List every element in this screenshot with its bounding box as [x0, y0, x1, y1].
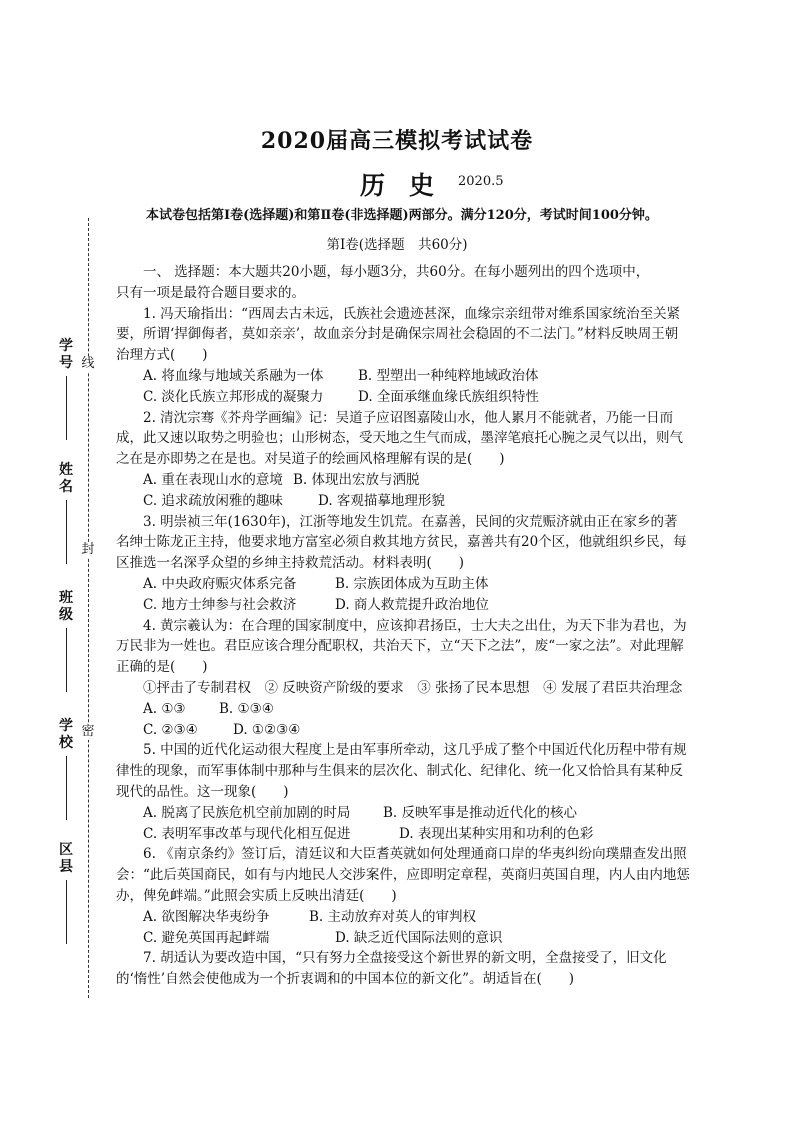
binding-dashed-line [88, 218, 89, 998]
field-district [58, 842, 74, 944]
question-4-stem: 4. 黄宗羲认为：在合理的国家制度中，应该抑君扬臣，士大夫之出仕，为天下非为君也，为万民非为一姓也。君臣应该合理分配职权，共治天下，立“天下之法”，废“一家之法”。对此理解正确的是( ) [116, 617, 687, 676]
section-title: 第Ⅰ卷(选择题 共60分) [326, 237, 468, 253]
question-5-options-row-1 [116, 803, 691, 824]
question-6-option-d[interactable]: D. 缺乏近代国际法则的意识 [335, 929, 503, 946]
subject-name: 历史 [360, 171, 459, 200]
question-3-option-a[interactable]: A. 中央政府赈灾体系完备 [143, 575, 297, 592]
field-label-district: 区县 [59, 842, 73, 875]
question-5-options-row-2 [116, 824, 691, 845]
question-4-option-d[interactable]: D. ①②③④ [233, 721, 301, 738]
question-1-options-row-2 [116, 387, 691, 408]
question-4-options-row-2 [116, 720, 691, 741]
question-1-option-b[interactable]: B. 型塑出一种纯粹地域政治体 [358, 367, 539, 384]
question-4-option-b[interactable]: B. ①③④ [219, 700, 274, 717]
field-label-class: 班级 [59, 590, 73, 623]
exam-title: 2020届高三模拟考试试卷 [260, 128, 534, 154]
question-6-option-c[interactable]: C. 避免英国再起衅端 [143, 929, 270, 946]
question-5-option-b[interactable]: B. 反映军事是推动近代化的核心 [383, 804, 578, 821]
question-1-options-row-1 [116, 366, 691, 387]
field-blank-class[interactable] [66, 628, 67, 692]
question-2-option-b[interactable]: B. 体现出宏放与洒脱 [293, 471, 420, 488]
question-2-stem: 2. 清沈宗骞《芥舟学画编》记：吴道子应诏图嘉陵山水，他人累月不能就者，乃能一日而成，此又速以取势之明验也；山形树态，受天地之生气而成，墨滓笔痕托心腕之灵气以出，则气之在是亦即势之在是也。对吴道子的绘画风格理解有误的是( ) [116, 409, 683, 468]
question-3-option-d[interactable]: D. 商人救荒提升政治地位 [335, 596, 489, 613]
field-blank-district[interactable] [66, 880, 67, 944]
field-name [58, 462, 74, 564]
question-6-stem: 6. 《南京条约》签订后，清廷议和大臣耆英就如何处理通商口岸的华夷纠纷向璞鼎查发出照会：“此后英国商民，如有与内地民人交涉案件，应即明定章程，英商归英国自理，内人由内地惩办，俾免衅端。”此照会实质上反映出清廷( ) [116, 846, 690, 904]
field-school [58, 718, 74, 820]
field-blank-name[interactable] [66, 500, 67, 564]
question-4-option-c[interactable]: C. ②③④ [143, 721, 198, 738]
field-class [58, 590, 74, 692]
field-label-school: 学校 [59, 718, 73, 751]
question-4-statements: ①抨击了专制君权 ② 反映资产阶级的要求 ③ 张扬了民本思想 ④ 发展了君臣共治理念 [143, 679, 683, 696]
question-1-stem: 1. 冯天瑜指出：“西周去古未远，氏族社会遗迹甚深，血缘宗亲纽带对维系国家统治至关紧要，所谓‘捍御侮者，莫如亲亲’，故血亲分封是确保宗周社会稳固的不二法门。”材料反映周王朝治理方式( ) [116, 305, 681, 364]
question-4-option-a[interactable]: A. ①③ [143, 700, 186, 717]
question-3-option-b[interactable]: B. 宗族团体成为互助主体 [335, 575, 489, 592]
field-label-name: 姓名 [59, 462, 73, 495]
question-2-options-row-1 [116, 470, 691, 491]
field-blank-student-number[interactable] [66, 376, 67, 440]
instructions-line-2: 只有一项是最符合题目要求的。 [116, 284, 305, 301]
question-2-option-c[interactable]: C. 追求疏放闲雅的趣味 [143, 492, 283, 509]
exam-note: 本试卷包括第Ⅰ卷(选择题)和第Ⅱ卷(非选择题)两部分。满分120分，考试时间100分钟。 [146, 208, 658, 223]
question-5-option-d[interactable]: D. 表现出某种实用和功利的色彩 [399, 825, 594, 842]
question-3-options-row-2 [116, 595, 691, 616]
question-5-option-c[interactable]: C. 表明军事改革与现代化相互促进 [143, 825, 351, 842]
question-3-option-c[interactable]: C. 地方士绅参与社会救济 [143, 596, 297, 613]
question-2-options-row-2 [116, 491, 691, 512]
question-4-options-row-1 [116, 699, 691, 720]
question-2-option-d[interactable]: D. 客观描摹地理形貌 [318, 492, 445, 509]
binding-word-mi: 密 [81, 724, 95, 739]
question-6-options-row-1 [116, 907, 691, 928]
question-5-stem: 5. 中国的近代化运动很大程度上是由军事所牵动，这几乎成了整个中国近代化历程中带有规律性的现象，而军事体制中那种与生俱来的层次化、制式化、纪律化、统一化又恰恰具有某种反现代的品性。这一现象( ) [116, 742, 687, 800]
question-1-option-a[interactable]: A. 将血缘与地域关系融为一体 [143, 367, 324, 384]
question-6-option-b[interactable]: B. 主动放弃对英人的审判权 [309, 908, 477, 925]
question-1-option-d[interactable]: D. 全面承继血缘氏族组织特性 [358, 388, 539, 405]
instructions-line-1: 一、 选择题：本大题共20小题，每小题3分，共60分。在每小题列出的四个选项中， [143, 264, 650, 280]
question-6-options-row-2 [116, 928, 691, 949]
question-7-stem: 7. 胡适认为要改造中国，“只有努力全盘接受这个新世界的新文明，全盘接受了，旧文化的‘惰性’自然会使他成为一个折衷调和的中国本位的新文化”。胡适旨在( ) [116, 950, 667, 988]
question-5-option-a[interactable]: A. 脱离了民族危机空前加剧的时局 [143, 804, 351, 821]
question-2-option-a[interactable]: A. 重在表现山水的意境 [143, 471, 283, 488]
question-body [116, 262, 691, 990]
question-3-stem: 3. 明崇祯三年(1630年)，江浙等地发生饥荒。在嘉善，民间的灾荒赈济就由正在家乡的著名绅士陈龙正主持，他要求地方富室必须自救其地方贫民，嘉善共有20个区，他就组织乡民，每区推选一名深孚众望的乡绅主持救荒活动。材料表明( ) [116, 513, 687, 572]
field-student-number [58, 338, 74, 440]
binding-word-xian: 线 [81, 356, 95, 371]
question-1-option-c[interactable]: C. 淡化氏族立邦形成的凝聚力 [143, 388, 324, 405]
exam-date: 2020.5 [458, 174, 504, 189]
field-label-student-number: 学号 [59, 338, 73, 371]
field-blank-school[interactable] [66, 756, 67, 820]
question-3-options-row-1 [116, 574, 691, 595]
question-6-option-a[interactable]: A. 欲图解决华夷纷争 [143, 908, 270, 925]
binding-word-feng: 封 [81, 542, 95, 557]
